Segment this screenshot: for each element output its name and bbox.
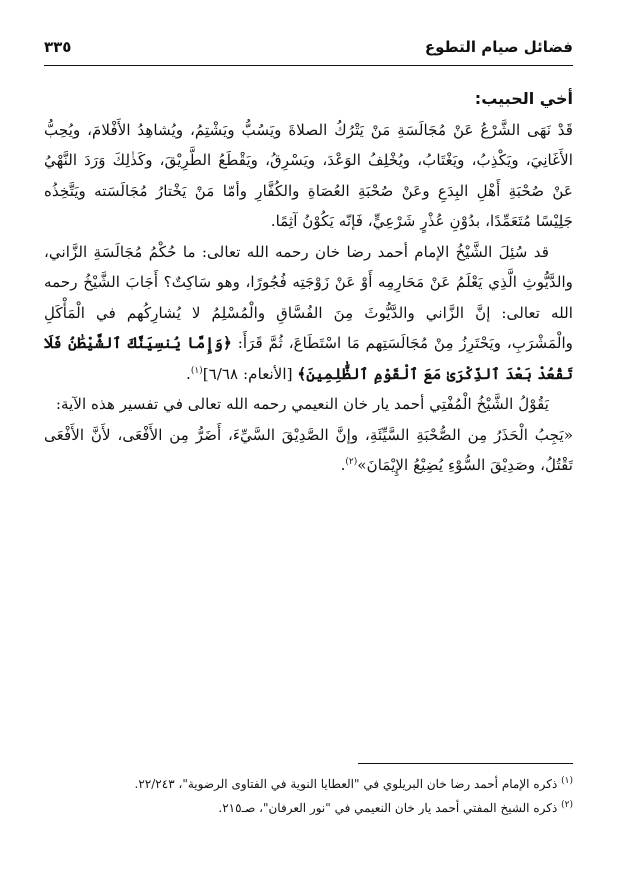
footnote-1 [44, 772, 573, 796]
verse-reference: [الأنعام: ٦/٦٨] [202, 364, 293, 383]
header-divider [44, 65, 573, 66]
footnote-ref-2[interactable]: (٢) [345, 456, 358, 467]
quotation: «يَجِبُ الْحَذَرُ مِن الصُّحْبَةِ السَّيِّئَةِ، وإنَّ الصَّدِيْقَ السَّيِّءَ، أَضَرُّ مِن الأَفْعَى، لأَنَّ الأَفْعَى تَقْتُلُ، وصَدِيْقَ السُّوْءِ يُضِيْعُ الإِيْمَانَ» [44, 425, 573, 474]
footnotes [44, 772, 573, 820]
main-text [44, 84, 573, 481]
page-header [44, 30, 573, 64]
page-number: ٣٣٥ [44, 38, 72, 56]
paragraph-2-text: قد سُئِلَ الشَّيْخُ الإمام أحمد رضا خان رحمه الله تعالى: ما حُكْمُ مُجَالَسَةِ الزَّاني، والدَّيُّوثِ الَّذِي يَعْلَمُ عَنْ مَحَارِمِه أَوْ عَنْ زَوْجَتِه فُجُورًا، وهو سَاكِتٌ؟ أَجَابَ الشَّيْخُ رحمه الله تعالى: إنَّ الزَّاني والدَّيُّوثَ مِنَ الفُسَّاقِ والْمُسْلِمُ لا يُشارِكُهم في الْمَأْكَلِ والْمَشْرَبِ، ويَحْتَرِزُ مِنْ مُجَالَسَتِهم مَا اسْتَطَاعَ، ثُمَّ قَرَأَ: [44, 242, 574, 352]
footnote-marker-2: (٢) [561, 800, 573, 810]
footnote-ref-1[interactable]: (١) [190, 365, 203, 376]
paragraph-4: «يَجِبُ الْحَذَرُ مِن الصُّحْبَةِ السَّيِّئَةِ، وإنَّ الصَّدِيْقَ السَّيِّءَ، أَضَرُّ مِن الأَفْعَى، لأَنَّ الأَفْعَى تَقْتُلُ، وصَدِيْقَ السُّوْءِ يُضِيْعُ الإِيْمَانَ»$^{(٢)}$. [44, 425, 573, 474]
footnote-divider [358, 763, 573, 764]
paragraph-3: يَقُوْلُ الشَّيْخُ الْمُفْتِي أحمد يار خان النعيمي رحمه الله تعالى في تفسير هذه الآية: [55, 395, 549, 413]
footnote-text-2: ذكره الشيخ المفتي أحمد يار خان النعيمي في "نور العرفان"، صـ٢١٥. [218, 801, 558, 815]
section-heading: أخي الحبيب: [474, 89, 573, 108]
paragraph-1: قَدْ نَهَى الشَّرْعُ عَنْ مُجَالَسَةِ مَنْ يَتْرُكُ الصلاةَ ويَسُبُّ ويَشْتِمُ، ويُشاهِدُ الأَفْلامَ، ويُحِبُّ الأَغَانِيَ، ويَكْذِبُ، ويَغْتَابُ، ويُخْلِفُ الوَعْدَ، ويَسْرِقُ، ويَقْطَعُ الطَّرِيْقَ، وكَذٰلِكَ وَرَدَ النَّهْيُ عَنْ صُحْبَةِ أَهْلِ البِدَعِ وعَنْ صُحْبَةِ العُصَاةِ والكُفَّارِ وأمّا مَنْ يَخْتارُ مُجَالَسَته ويَتَّخِذُه جَلِيْسًا مُتَعَمِّدًا، بدُوْنِ عُذْرٍ شَرْعِيٍّ، فَإنّه يَكُوْنُ آثِمًا. [44, 120, 573, 230]
paragraph-2: قد سُئِلَ الشَّيْخُ الإمام أحمد رضا خان رحمه الله تعالى: ما حُكْمُ مُجَالَسَةِ الزَّاني، والدَّيُّوثِ الَّذِي يَعْلَمُ عَنْ مَحَارِمِه أَوْ عَنْ زَوْجَتِه فُجُورًا، وهو سَاكِتٌ؟ أَجَابَ الشَّيْخُ رحمه الله تعالى: إنَّ الزَّاني والدَّيُّوثَ مِنَ الفُسَّاقِ والْمُسْلِمُ لا يُشارِكُهم في الْمَأْكَلِ والْمَشْرَبِ، ويَحْتَرِزُ مِنْ مُجَالَسَتِهم مَا اسْتَطَاعَ، ثُمَّ قَرَأَ: ﴿وَإِمَّا يُنسِيَنَّكَ ٱلشَّيْطَٰنُ فَلَا تَقْعُدْ بَعْدَ ٱلذِّكْرَىٰ مَعَ ٱلْقَوْمِ ٱلظَّٰلِمِينَ﴾ [الأنعام: ٦/٦٨]$^{(١)}$. [44, 242, 574, 383]
footnote-text-1: ذكره الإمام أحمد رضا خان البريلوي في "العطايا النوية في الفتاوى الرضوية"، ٢٢/٢٤٣. [134, 777, 558, 791]
running-title: فضائل صيام التطوع [424, 38, 573, 56]
footnote-marker-1: (١) [561, 776, 573, 786]
quran-verse: ﴿وَإِمَّا يُنسِيَنَّكَ ٱلشَّيْطَٰنُ فَلَا تَقْعُدْ بَعْدَ ٱلذِّكْرَىٰ مَعَ ٱلْقَوْمِ ٱلظَّٰلِمِينَ﴾ [44, 334, 573, 383]
footnote-2 [44, 796, 573, 820]
